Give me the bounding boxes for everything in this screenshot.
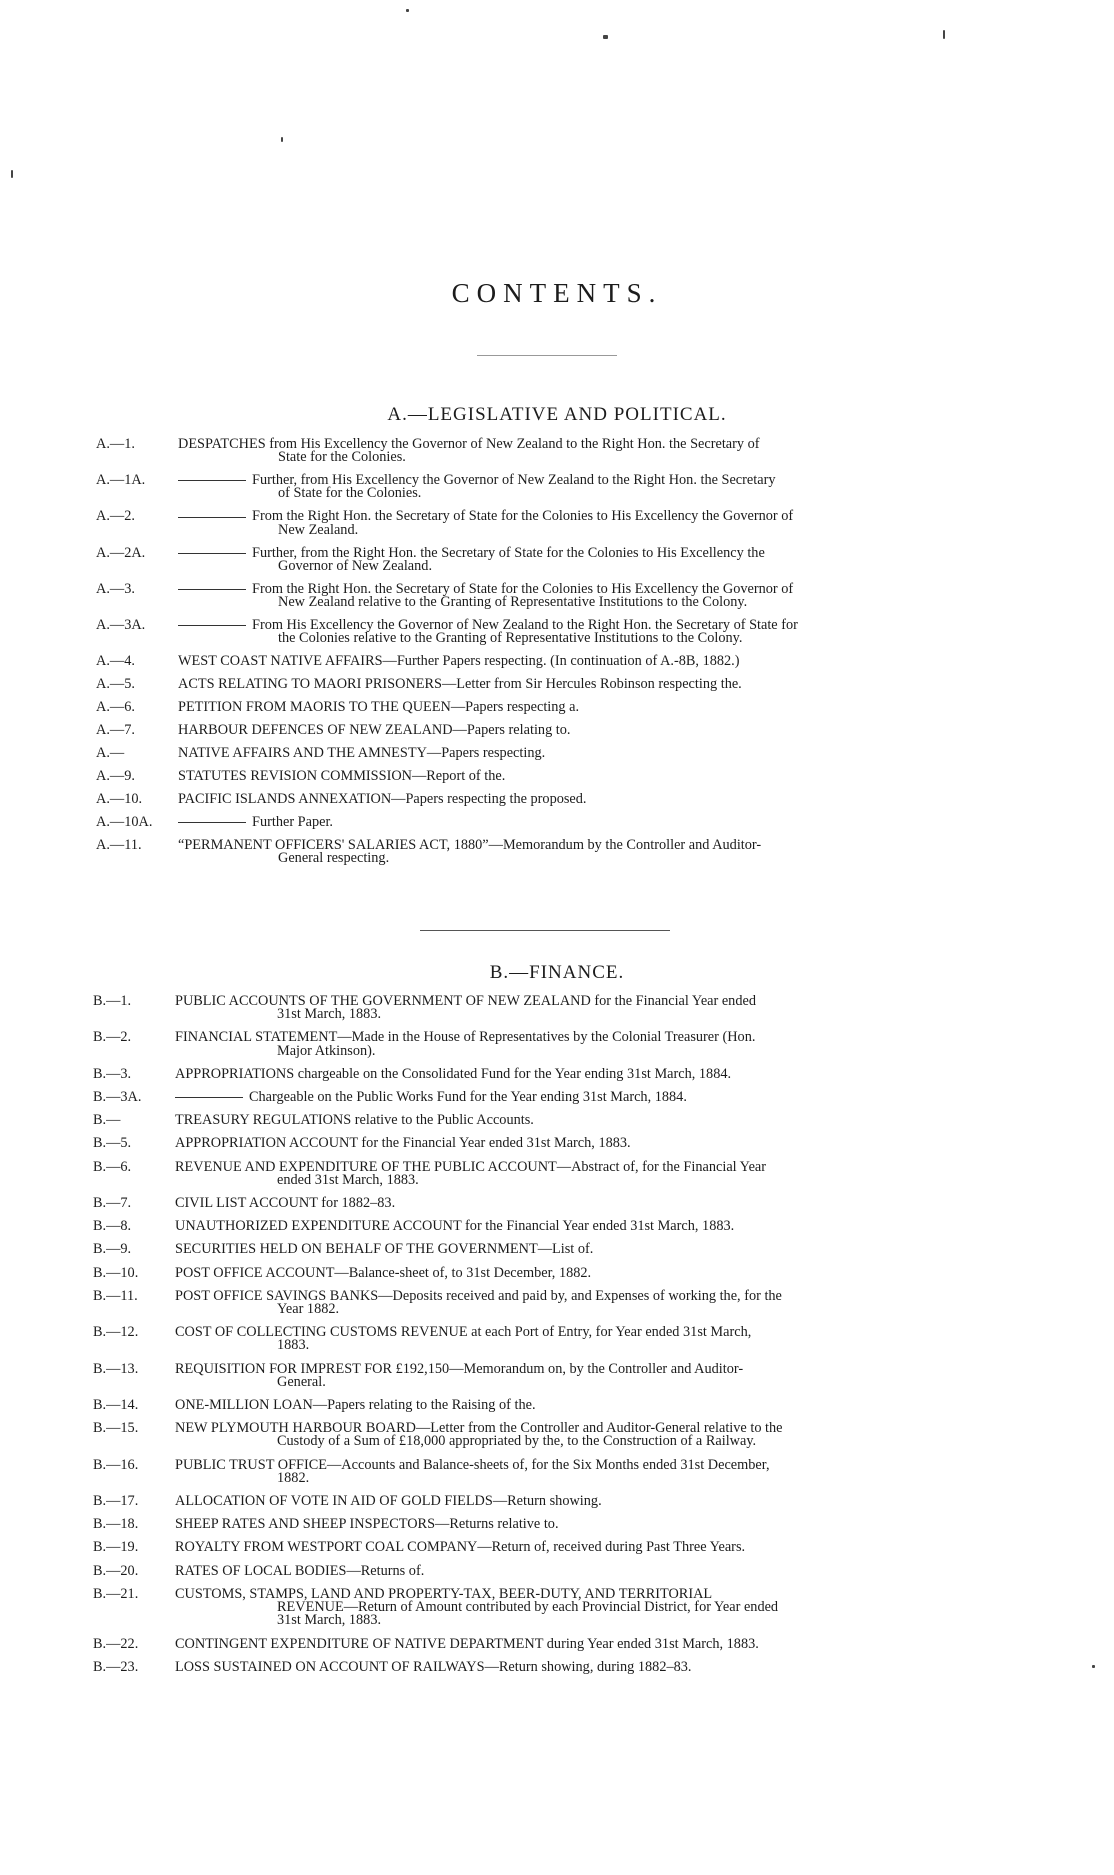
entry-text (178, 678, 996, 691)
ditto-dash (178, 517, 246, 518)
entry-continuation: the Colonies relative to the Granting of Representative Institutions to the Colony. (278, 630, 743, 647)
contents-entry (0, 1456, 1114, 1486)
entry-text (178, 510, 996, 536)
scan-speck (11, 170, 13, 178)
entry-text (175, 1137, 995, 1150)
entry-line-text: Chargeable on the Public Works Fund for the Year ending 31st March, 1884. (249, 1089, 687, 1106)
entry-line-text: ROYALTY FROM WESTPORT COAL COMPANY—Return of, received during Past Three Years. (175, 1539, 746, 1556)
entry-line (175, 1264, 995, 1281)
contents-entry (0, 701, 1114, 714)
entry-text (175, 1158, 995, 1188)
entry-text (178, 619, 996, 645)
section-finance-list (0, 995, 1114, 1684)
entry-line (175, 1518, 995, 1531)
entry-code: B.—3. (93, 1065, 132, 1082)
contents-entry (0, 1518, 1114, 1531)
entry-line-text: From the Right Hon. the Secretary of State for the Colonies to His Excellency the Governor of (252, 508, 794, 525)
entry-line-text: ONE-MILLION LOAN—Papers relating to the Raising of the. (175, 1397, 536, 1414)
entry-line (178, 701, 996, 714)
contents-entry (0, 724, 1114, 737)
entry-code: B.—18. (93, 1516, 139, 1533)
section-legislative-list (0, 438, 1114, 875)
entry-text (175, 1114, 995, 1127)
entry-text (178, 544, 996, 574)
entry-line-text: STATUTES REVISION COMMISSION—Report of the. (178, 768, 506, 785)
entry-code: A.— (96, 745, 125, 762)
entry-line (175, 1541, 995, 1554)
ditto-dash (175, 1097, 243, 1098)
contents-entry (0, 1264, 1114, 1281)
entry-text (178, 793, 996, 806)
scan-speck (406, 9, 409, 12)
contents-entry (0, 1360, 1114, 1390)
entry-code: B.—2. (93, 1029, 132, 1046)
entry-line (175, 1562, 995, 1579)
ditto-dash (178, 480, 246, 481)
entry-line-text: NEW PLYMOUTH HARBOUR BOARD—Letter from the Controller and Auditor-General relative to the (175, 1420, 783, 1437)
entry-code: A.—3A. (96, 617, 146, 634)
contents-entry (0, 1158, 1114, 1188)
entry-code: B.—23. (93, 1658, 139, 1675)
section-divider (420, 930, 670, 931)
entry-line-text: CONTINGENT EXPENDITURE OF NATIVE DEPARTMENT during Year ended 31st March, 1883. (175, 1635, 759, 1652)
contents-entry (0, 793, 1114, 806)
entry-line-text: PETITION FROM MAORIS TO THE QUEEN—Papers respecting a. (178, 699, 580, 716)
entry-code: B.—3A. (93, 1089, 142, 1106)
entry-line-text: ALLOCATION OF VOTE IN AID OF GOLD FIELDS—Return showing. (175, 1493, 602, 1510)
entry-code: A.—2. (96, 508, 135, 525)
entry-text (175, 1456, 995, 1486)
contents-entry (0, 678, 1114, 691)
entry-continuation: New Zealand. (278, 521, 359, 538)
entry-line (178, 816, 996, 829)
entry-line-text: From the Right Hon. the Secretary of State for the Colonies to His Excellency the Governor of (252, 580, 794, 597)
contents-entry (0, 1031, 1114, 1057)
ditto-dash (178, 589, 246, 590)
entry-code: B.—6. (93, 1158, 132, 1175)
entry-text (175, 1287, 995, 1318)
entry-code: B.—7. (93, 1195, 132, 1212)
section-heading-finance: B.—FINANCE. (489, 962, 625, 983)
entry-code: A.—6. (96, 699, 135, 716)
page-title: CONTENTS. (451, 278, 663, 308)
entry-code: A.—11. (96, 837, 142, 854)
contents-entry (0, 1220, 1114, 1233)
contents-entry (0, 770, 1114, 783)
contents-entry (0, 747, 1114, 760)
entry-line-text: CIVIL LIST ACCOUNT for 1882–83. (175, 1195, 396, 1212)
contents-entry (0, 1541, 1114, 1554)
title-rule (477, 355, 617, 356)
entry-code: A.—7. (96, 722, 135, 739)
contents-entry (0, 995, 1114, 1021)
entry-text (178, 816, 996, 829)
entry-line (175, 1658, 995, 1675)
entry-continuation: REVENUE—Return of Amount contributed by each Provincial District, for Year ended (277, 1599, 779, 1616)
entry-line-text: POST OFFICE ACCOUNT—Balance-sheet of, to 31st December, 1882. (175, 1264, 592, 1281)
entry-line (175, 1243, 995, 1256)
entry-code: B.—17. (93, 1493, 139, 1510)
contents-entry (0, 438, 1114, 464)
ditto-dash (178, 822, 246, 823)
entry-continuation: Custody of a Sum of £18,000 appropriated by the, to the Construction of a Railway. (277, 1433, 757, 1450)
entry-text (175, 1091, 995, 1104)
contents-entry (0, 1399, 1114, 1412)
entry-line-text: PACIFIC ISLANDS ANNEXATION—Papers respecting the proposed. (178, 791, 587, 808)
contents-entry (0, 619, 1114, 645)
entry-line (178, 678, 996, 691)
section-heading-legislative: A.—LEGISLATIVE AND POLITICAL. (387, 404, 727, 425)
ditto-dash (178, 625, 246, 626)
entry-code: B.—15. (93, 1420, 139, 1437)
contents-entry (0, 1635, 1114, 1652)
entry-code: A.—9. (96, 768, 135, 785)
entry-text (175, 1243, 995, 1256)
entry-text (175, 1585, 995, 1629)
entry-continuation: 1883. (277, 1337, 310, 1354)
entry-line-text: REQUISITION FOR IMPREST FOR £192,150—Memorandum on, by the Controller and Auditor- (175, 1360, 744, 1377)
entry-text (175, 1658, 995, 1675)
contents-entry (0, 580, 1114, 611)
contents-entry (0, 1422, 1114, 1448)
entry-line-text: WEST COAST NATIVE AFFAIRS—Further Papers respecting. (In continuation of A.-8B, 1882.) (178, 653, 740, 670)
entry-text (175, 1264, 995, 1281)
entry-line (178, 793, 996, 806)
entry-line-text: FINANCIAL STATEMENT—Made in the House of Representatives by the Colonial Treasurer (Hon. (175, 1029, 756, 1046)
contents-entry (0, 1326, 1114, 1352)
entry-text (175, 1541, 995, 1554)
entry-line-text: From His Excellency the Governor of New Zealand to the Right Hon. the Secretary of State for (252, 617, 798, 634)
entry-line-text: SHEEP RATES AND SHEEP INSPECTORS—Returns relative to. (175, 1516, 559, 1533)
entry-continuation: 1882. (277, 1469, 310, 1486)
contents-entry (0, 1562, 1114, 1579)
entry-line-text: Further, from His Excellency the Governor of New Zealand to the Right Hon. the Secretary (252, 472, 776, 489)
entry-line (175, 1065, 995, 1082)
contents-entry (0, 1585, 1114, 1629)
entry-line (178, 747, 996, 760)
entry-code: B.—20. (93, 1562, 139, 1579)
entry-line (178, 655, 996, 668)
entry-line (175, 1635, 995, 1652)
entry-code: B.—11. (93, 1287, 138, 1304)
entry-code: A.—10. (96, 791, 143, 808)
entry-continuation: ended 31st March, 1883. (277, 1171, 419, 1188)
entry-text (175, 1360, 995, 1390)
contents-entry (0, 655, 1114, 668)
entry-line (175, 1091, 995, 1104)
entry-line (175, 1197, 995, 1210)
entry-continuation: State for the Colonies. (278, 449, 406, 466)
entry-continuation: Year 1882. (277, 1301, 340, 1318)
entry-code: B.—5. (93, 1135, 132, 1152)
entry-line-text: Further, from the Right Hon. the Secretary of State for the Colonies to His Excellency the (252, 544, 765, 561)
entry-line (175, 1220, 995, 1233)
entry-line-text: POST OFFICE SAVINGS BANKS—Deposits received and paid by, and Expenses of working the, for the (175, 1287, 782, 1304)
entry-text (178, 580, 996, 611)
entry-code: A.—1. (96, 436, 135, 452)
entry-text (175, 1399, 995, 1412)
contents-entry (0, 1658, 1114, 1675)
entry-text (175, 1031, 995, 1057)
entry-text (178, 839, 996, 865)
entry-line-text: APPROPRIATION ACCOUNT for the Financial Year ended 31st March, 1883. (175, 1135, 631, 1152)
contents-entry (0, 1243, 1114, 1256)
entry-line-text: CUSTOMS, STAMPS, LAND AND PROPERTY-TAX, BEER-DUTY, AND TERRITORIAL (175, 1585, 713, 1602)
entry-code: B.—16. (93, 1456, 139, 1473)
entry-continuation: General. (277, 1373, 326, 1390)
entry-line-text: PUBLIC TRUST OFFICE—Accounts and Balance-sheets of, for the Six Months ended 31st December, (175, 1456, 770, 1473)
contents-entry (0, 839, 1114, 865)
entry-code: A.—3. (96, 580, 135, 597)
entry-text (178, 770, 996, 783)
entry-code: B.—19. (93, 1539, 139, 1556)
entry-text (175, 995, 995, 1021)
entry-line-text: LOSS SUSTAINED ON ACCOUNT OF RAILWAYS—Return showing, during 1882–83. (175, 1658, 692, 1675)
entry-text (178, 747, 996, 760)
entry-line-text: REVENUE AND EXPENDITURE OF THE PUBLIC ACCOUNT—Abstract of, for the Financial Year (175, 1158, 767, 1175)
entry-line-text: TREASURY REGULATIONS relative to the Public Accounts. (175, 1112, 534, 1129)
entry-text (175, 1495, 995, 1508)
scan-speck (281, 137, 283, 142)
entry-code: B.—1. (93, 993, 132, 1009)
contents-entry (0, 474, 1114, 500)
scan-speck (943, 30, 945, 39)
entry-code: A.—5. (96, 676, 135, 693)
entry-code: B.—21. (93, 1585, 139, 1602)
entry-text (178, 701, 996, 714)
entry-line (178, 724, 996, 737)
contents-entry (0, 510, 1114, 536)
entry-line-text: UNAUTHORIZED EXPENDITURE ACCOUNT for the Financial Year ended 31st March, 1883. (175, 1218, 735, 1235)
contents-entry (0, 1287, 1114, 1318)
entry-continuation: 31st March, 1883. (277, 1612, 382, 1629)
entry-line-text: ACTS RELATING TO MAORI PRISONERS—Letter from Sir Hercules Robinson respecting the. (178, 676, 742, 693)
contents-entry (0, 1197, 1114, 1210)
entry-line (178, 770, 996, 783)
entry-text (178, 724, 996, 737)
entry-line (175, 1399, 995, 1412)
entry-line-text: “PERMANENT OFFICERS' SALARIES ACT, 1880”—Memorandum by the Controller and Auditor- (178, 837, 762, 854)
entry-code: B.—9. (93, 1241, 132, 1258)
entry-text (178, 655, 996, 668)
entry-continuation: 31st March, 1883. (277, 1006, 382, 1023)
entry-continuation: Governor of New Zealand. (278, 557, 433, 574)
contents-entry (0, 1065, 1114, 1082)
entry-code: B.—22. (93, 1635, 139, 1652)
entry-code: B.—12. (93, 1324, 139, 1341)
entry-line-text: APPROPRIATIONS chargeable on the Consolidated Fund for the Year ending 31st March, 1884. (175, 1065, 732, 1082)
entry-text (175, 1220, 995, 1233)
contents-entry (0, 1114, 1114, 1127)
entry-line-text: DESPATCHES from His Excellency the Governor of New Zealand to the Right Hon. the Secretary of (178, 436, 760, 452)
entry-line-text: PUBLIC ACCOUNTS OF THE GOVERNMENT OF NEW ZEALAND for the Financial Year ended (175, 993, 756, 1009)
entry-code: A.—2A. (96, 544, 146, 561)
entry-code: A.—4. (96, 653, 135, 670)
entry-line-text: COST OF COLLECTING CUSTOMS REVENUE at each Port of Entry, for Year ended 31st March, (175, 1324, 752, 1341)
entry-text (175, 1635, 995, 1652)
entry-line (175, 1495, 995, 1508)
contents-entry (0, 816, 1114, 829)
entry-continuation: Major Atkinson). (277, 1042, 376, 1059)
entry-text (175, 1197, 995, 1210)
entry-text (175, 1562, 995, 1579)
entry-code: A.—1A. (96, 472, 146, 489)
entry-line-text: HARBOUR DEFENCES OF NEW ZEALAND—Papers relating to. (178, 722, 571, 739)
entry-text (175, 1065, 995, 1082)
ditto-dash (178, 553, 246, 554)
entry-code: A.—10A. (96, 814, 153, 831)
contents-entry (0, 1495, 1114, 1508)
entry-text (175, 1326, 995, 1352)
entry-continuation: New Zealand relative to the Granting of Representative Institutions to the Colony. (278, 594, 748, 611)
entry-code: B.—8. (93, 1218, 132, 1235)
entry-continuation: General respecting. (278, 850, 390, 867)
entry-text (175, 1422, 995, 1448)
entry-line-text: SECURITIES HELD ON BEHALF OF THE GOVERNMENT—List of. (175, 1241, 594, 1258)
entry-continuation: of State for the Colonies. (278, 485, 422, 502)
entry-line-text: NATIVE AFFAIRS AND THE AMNESTY—Papers respecting. (178, 745, 546, 762)
entry-line (175, 1137, 995, 1150)
entry-code: B.—13. (93, 1360, 139, 1377)
contents-entry (0, 1091, 1114, 1104)
entry-text (178, 474, 996, 500)
entry-code: B.—10. (93, 1264, 139, 1281)
entry-code: B.— (93, 1112, 121, 1129)
entry-line-text: Further Paper. (252, 814, 333, 831)
entry-code: B.—14. (93, 1397, 139, 1414)
entry-text (175, 1518, 995, 1531)
entry-line-text: RATES OF LOCAL BODIES—Returns of. (175, 1562, 425, 1579)
entry-line (175, 1114, 995, 1127)
entry-text (178, 438, 996, 464)
contents-entry (0, 544, 1114, 574)
scan-speck (603, 35, 608, 39)
contents-entry (0, 1137, 1114, 1150)
